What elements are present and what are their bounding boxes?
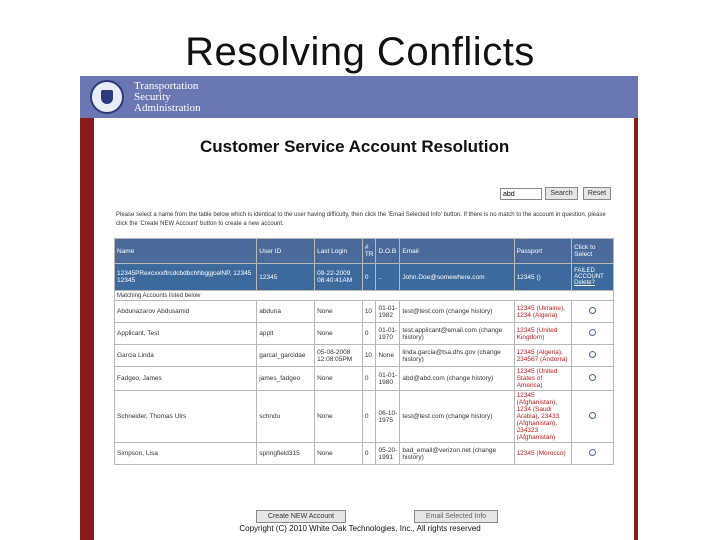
cell-passport: 12345 () (514, 264, 572, 291)
cell-user-id: springfield315 (257, 443, 315, 465)
cell-email: bad_email@verizon.net (change history) (400, 443, 514, 465)
cell-tr: 0 (362, 264, 376, 291)
table-row (115, 443, 614, 465)
cell-passport: 12345 (Afghanistan), 1234 (Saudi Arabia), 23433 (Afghanistan), 234323 (Afghanistan) (514, 391, 572, 443)
delete-link[interactable]: Delete? (574, 280, 595, 286)
header-select: Click to Select (572, 239, 614, 264)
copyright-text: Copyright (C) 2010 White Oak Technologies, Inc., All rights reserved (239, 524, 481, 533)
cell-tr: 10 (362, 345, 376, 367)
table-row (115, 301, 614, 323)
header-passport: Passport (514, 239, 572, 264)
form-title: Customer Service Account Resolution (200, 137, 510, 156)
cell-dob: None (376, 345, 400, 367)
cell-select (572, 301, 614, 323)
cell-passport: 12345 (United States of America) (514, 367, 572, 391)
select-radio[interactable] (589, 412, 596, 419)
cell-passport: 12345 (Morocco) (514, 443, 572, 465)
matching-accounts-label: Matching Accounts listed below (115, 291, 614, 301)
table-row (115, 367, 614, 391)
left-border-strip (80, 118, 94, 540)
matching-accounts-label-row (115, 291, 614, 301)
cell-user-id: james_fadgeo (257, 367, 315, 391)
slide-title: Resolving Conflicts (185, 30, 535, 74)
cell-passport: 12345 (United Kingdom) (514, 323, 572, 345)
cell-last-login: 09-22-2009 08:40:41AM (315, 264, 363, 291)
select-radio[interactable] (589, 329, 596, 336)
cell-name: Fadgeo, James (115, 367, 257, 391)
search-input[interactable] (500, 188, 542, 200)
cell-passport: 12345 (Ukraine), 1234 (Algeria) (514, 301, 572, 323)
table-row (115, 391, 614, 443)
cell-user-id: 12345 (257, 264, 315, 291)
accounts-table (114, 238, 614, 465)
create-new-account-button[interactable]: Create NEW Account (256, 510, 346, 523)
reset-button[interactable]: Reset (583, 187, 611, 200)
cell-dob: 01-01-1982 (376, 301, 400, 323)
agency-name-line1: Transportation (134, 80, 199, 92)
cell-tr: 0 (362, 367, 376, 391)
select-radio[interactable] (589, 449, 596, 456)
cell-select (572, 391, 614, 443)
cell-tr: 0 (362, 391, 376, 443)
instructions-text: Please select a name from the table below which is identical to the user having difficulty, then click the 'Email Selected Info' button. If there is no match to the account in question, please click the 'Create NEW Account' button to create a new account. (116, 212, 606, 227)
header-tr: # TR (362, 239, 376, 264)
select-radio[interactable] (589, 374, 596, 381)
select-radio[interactable] (589, 307, 596, 314)
cell-tr: 0 (362, 323, 376, 345)
cell-select (572, 264, 614, 291)
agency-name (134, 81, 201, 114)
failed-account-label: FAILED ACCOUNT (574, 268, 604, 280)
cell-email: test@test.com (change history) (400, 301, 514, 323)
search-button[interactable]: Search (545, 187, 578, 200)
table-header-row (115, 239, 614, 264)
email-selected-info-button[interactable]: Email Selected Info (414, 510, 498, 523)
cell-select (572, 345, 614, 367)
header-last-login: Last Login (315, 239, 363, 264)
selected-account-row[interactable] (115, 264, 614, 291)
cell-user-id: applt (257, 323, 315, 345)
cell-user-id: abduna (257, 301, 315, 323)
agency-name-line2: Security (134, 91, 171, 103)
cell-name: Abdunazarov Abdusamid (115, 301, 257, 323)
cell-passport: 12345 (Algeria), 234567 (Andorra) (514, 345, 572, 367)
cell-tr: 0 (362, 443, 376, 465)
cell-name: 12345PRexcxxxflrcdcbdbchhbggjcelNP, 12345 12345 (115, 264, 257, 291)
table-row (115, 323, 614, 345)
cell-tr: 10 (362, 301, 376, 323)
cell-last-login: None (315, 367, 363, 391)
right-border-strip (634, 118, 638, 540)
cell-last-login: 05-08-2008 12:08:05PM (315, 345, 363, 367)
cell-email: test.applicant@email.com (change history) (400, 323, 514, 345)
cell-last-login: None (315, 391, 363, 443)
cell-name: Garcia Linda (115, 345, 257, 367)
agency-name-line3: Administration (134, 102, 201, 114)
table-row (115, 345, 614, 367)
tsa-banner (80, 76, 638, 118)
cell-user-id: garcal_garcidae (257, 345, 315, 367)
cell-email: linda.garcia@tsa.dhs.gov (change history) (400, 345, 514, 367)
cell-dob: 06-10-1975 (376, 391, 400, 443)
select-radio[interactable] (589, 351, 596, 358)
cell-name: Schneider, Thomas Ulrs (115, 391, 257, 443)
cell-select (572, 323, 614, 345)
cell-last-login: None (315, 301, 363, 323)
cell-email: John.Doe@somewhere.com (400, 264, 514, 291)
cell-dob: 05-20-1991 (376, 443, 400, 465)
cell-email: abd@abd.com (change history) (400, 367, 514, 391)
cell-dob: 01-01-1970 (376, 323, 400, 345)
header-name: Name (115, 239, 257, 264)
header-email: Email (400, 239, 514, 264)
cell-last-login: None (315, 323, 363, 345)
cell-select (572, 443, 614, 465)
cell-name: Simpson, Lisa (115, 443, 257, 465)
dhs-seal-icon (90, 80, 124, 114)
cell-name: Applicant, Test (115, 323, 257, 345)
header-user-id: User ID (257, 239, 315, 264)
cell-user-id: schndu (257, 391, 315, 443)
header-dob: D.O.B (376, 239, 400, 264)
cell-email: test@test.com (change history) (400, 391, 514, 443)
cell-last-login: None (315, 443, 363, 465)
cell-select (572, 367, 614, 391)
cell-dob: .. (376, 264, 400, 291)
cell-dob: 01-01-1980 (376, 367, 400, 391)
